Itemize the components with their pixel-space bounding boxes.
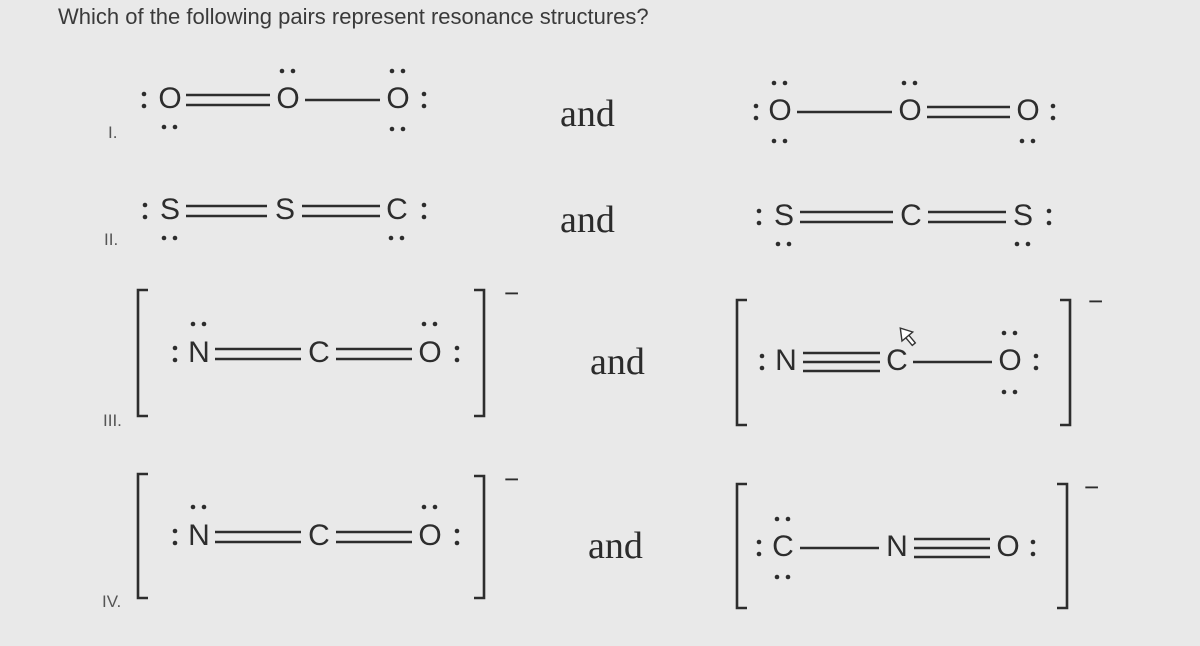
atom: S [159,192,181,226]
structure-2-right [757,199,1052,246]
label-numeral-2: II. [104,230,119,249]
atom: O [158,81,182,115]
charge-label: − [504,464,520,494]
atom: S [773,198,795,232]
question-text: Which of the following pairs represent resonance structures? [58,4,649,29]
charge-label: − [1084,472,1100,502]
atom: O [1016,93,1040,127]
atom: N [188,518,210,552]
structure-4-left [138,464,519,598]
atom: O [768,93,792,127]
atom: O [386,81,410,115]
atom: C [308,518,330,552]
atom: O [418,518,442,552]
charge-label: − [1088,286,1104,316]
structure-1-left [142,69,427,132]
structure-3-right [737,286,1103,425]
atom: O [998,343,1022,377]
and-text-3: and [590,341,645,383]
and-text-1: and [560,93,615,135]
atom: N [886,529,908,563]
structure-2-left [143,193,427,240]
label-numeral-4: IV. [102,592,122,611]
charge-label: − [504,278,520,308]
label-numeral-1: I. [108,123,118,142]
structure-4-right [737,472,1099,608]
and-text-2: and [560,199,615,241]
atom: C [308,335,330,369]
atom: O [996,529,1020,563]
atom: N [775,343,797,377]
atom: C [886,343,908,377]
atom: S [1012,198,1034,232]
atom: S [274,192,296,226]
atom: C [772,529,794,563]
atom: C [900,198,922,232]
structure-3-left [138,278,519,416]
atom: O [898,93,922,127]
atom: O [276,81,300,115]
and-text-4: and [588,525,643,567]
structure-1-right [754,81,1056,144]
label-numeral-3: III. [103,411,122,430]
atom: N [188,335,210,369]
atom: O [418,335,442,369]
atom: C [386,192,408,226]
